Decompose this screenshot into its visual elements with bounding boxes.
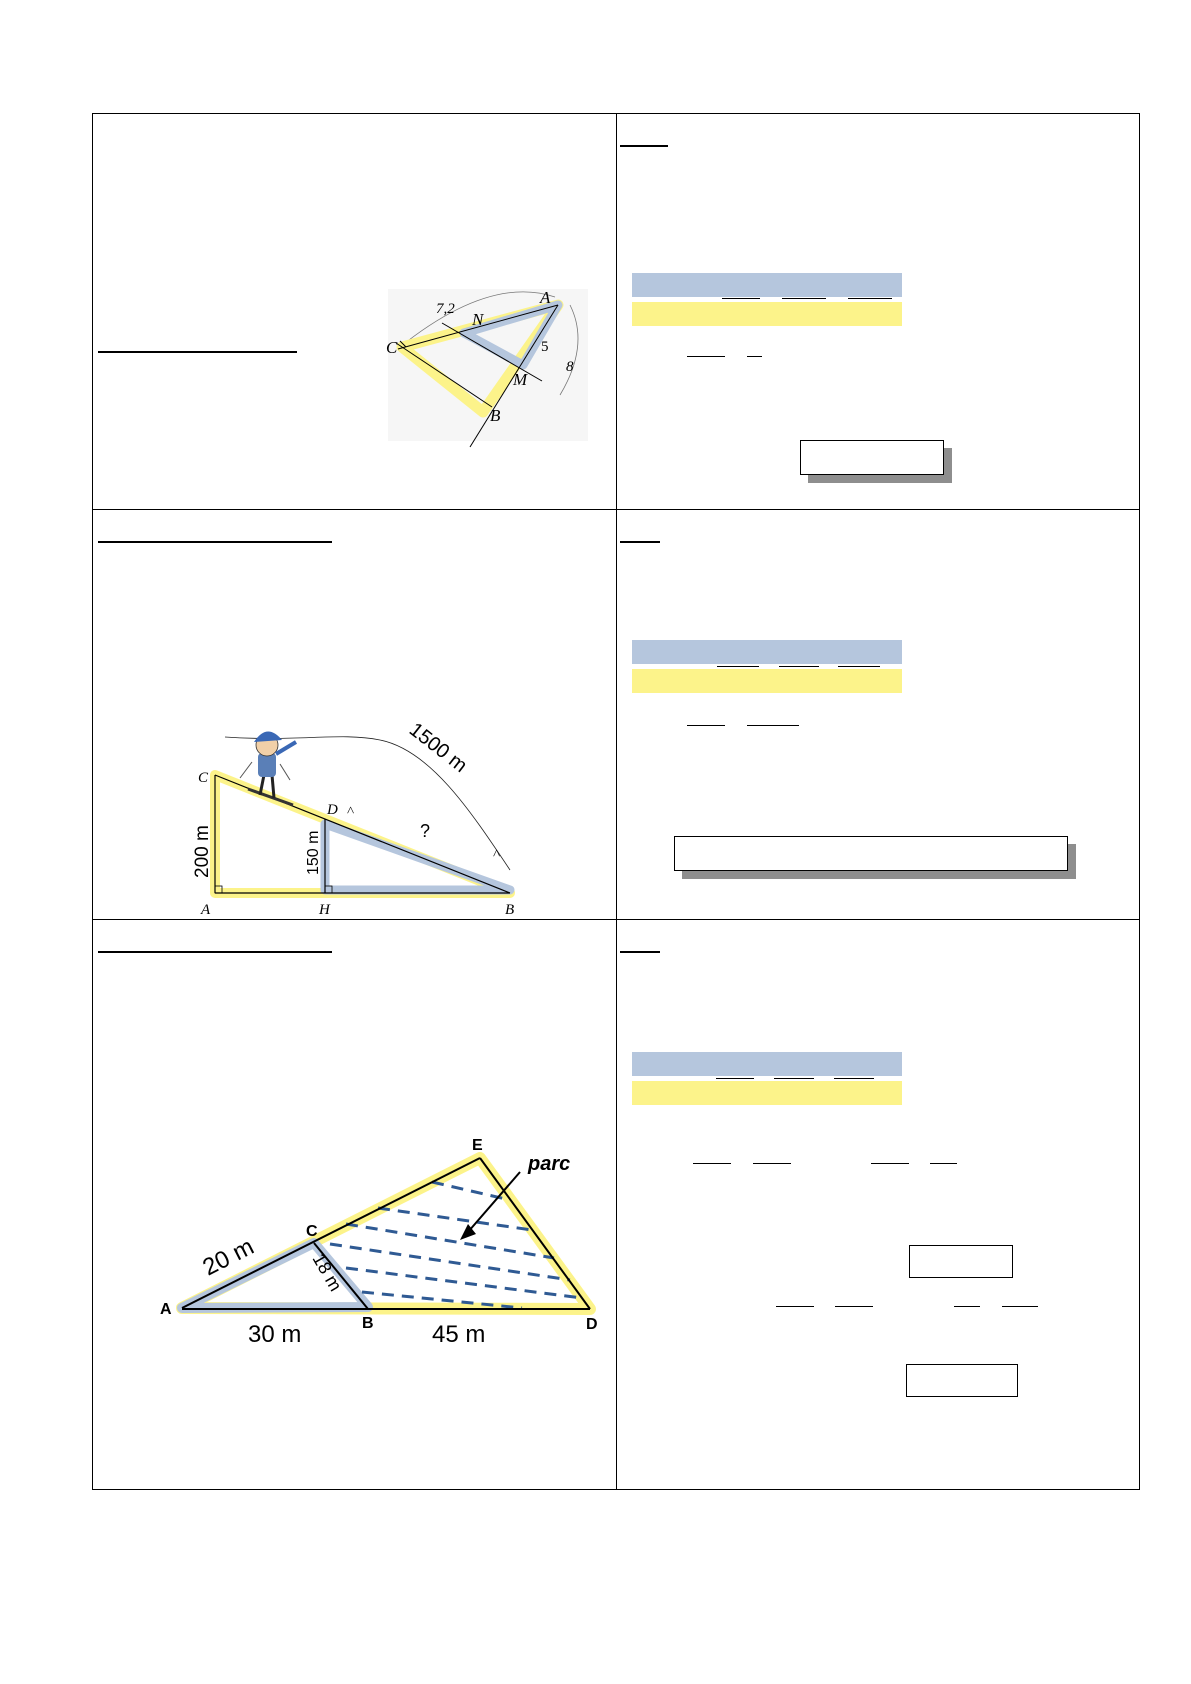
ratio-band-yellow-3 [632, 1081, 902, 1105]
label-park: parc [528, 1153, 571, 1175]
ratio-band-blue-2 [632, 640, 902, 664]
ratio-fraction-blank-3a [716, 1078, 754, 1079]
length-ab: 30 m [248, 1321, 302, 1348]
exercise-3-title-blank [98, 951, 332, 953]
length-ca: 7,2 [436, 301, 455, 317]
length-ab: 8 [566, 359, 574, 375]
length-hd: 150 m [305, 830, 322, 875]
label-point-e: E [472, 1137, 483, 1154]
equation-blank-3d [930, 1163, 957, 1164]
equation-blank-3b [753, 1163, 791, 1164]
length-unknown: ? [420, 821, 431, 841]
ratio-fraction-blank-2c [838, 666, 880, 667]
label-point-a: A [201, 902, 211, 918]
figure-triangle-thales [380, 285, 600, 455]
answer-box-3b[interactable] [906, 1364, 1018, 1397]
ratio-band-blue-3 [632, 1052, 902, 1076]
ratio-fraction-blank-3b [774, 1078, 814, 1079]
length-ac: 200 m [192, 825, 213, 878]
equation-blank-3g [954, 1306, 980, 1307]
exercise-2-title-blank [98, 541, 332, 543]
equation-blank-2a [687, 725, 725, 726]
equation-blank-1a [687, 356, 725, 357]
label-point-n: N [472, 310, 484, 329]
answer-box-2[interactable] [674, 836, 1068, 871]
label-point-m: M [513, 370, 528, 389]
answer-box-1[interactable] [800, 440, 944, 475]
label-point-d: D [586, 1316, 598, 1333]
label-point-b: B [490, 406, 501, 425]
ratio-fraction-blank-1c [848, 298, 892, 299]
tick-mark-d: < [342, 806, 357, 814]
exercise-3-solution-title-blank [620, 951, 660, 953]
answer-box-3a[interactable] [909, 1245, 1013, 1278]
equation-blank-3f [835, 1306, 873, 1307]
label-point-c: C [306, 1223, 318, 1240]
figure-ski-slope [180, 720, 540, 920]
length-ac: 20 m [198, 1233, 259, 1282]
length-am: 5 [541, 339, 549, 355]
label-point-c: C [386, 338, 398, 357]
equation-blank-3c [871, 1163, 909, 1164]
ratio-band-yellow-1 [632, 302, 902, 326]
row-divider-1 [93, 509, 1139, 510]
equation-blank-2b [747, 725, 799, 726]
column-divider [616, 114, 617, 1489]
exercise-2-solution-title-blank [620, 541, 660, 543]
ratio-fraction-blank-2b [779, 666, 819, 667]
exercise-1-title-blank [98, 351, 297, 353]
label-point-d: D [327, 802, 338, 818]
figure-park-triangle [150, 1120, 610, 1360]
equation-blank-3a [693, 1163, 731, 1164]
length-bd: 45 m [432, 1321, 486, 1348]
ratio-fraction-blank-3c [834, 1078, 874, 1079]
label-point-a: A [540, 288, 551, 307]
label-point-a: A [160, 1301, 172, 1318]
label-point-h: H [319, 902, 330, 918]
equation-blank-3e [776, 1306, 814, 1307]
ratio-band-yellow-2 [632, 669, 902, 693]
ratio-fraction-blank-2a [717, 666, 759, 667]
highlight-small-triangle [325, 824, 510, 890]
equation-blank-1b [747, 356, 762, 357]
label-point-c: C [198, 770, 209, 786]
equation-blank-3h [1002, 1306, 1038, 1307]
tick-mark-b: < [488, 849, 503, 857]
exercise-1-solution-title-blank [620, 145, 668, 147]
length-slope: 1500 m [404, 718, 472, 778]
label-point-b: B [505, 902, 515, 918]
ratio-fraction-blank-1b [782, 298, 826, 299]
ratio-band-blue-1 [632, 273, 902, 297]
label-point-b: B [362, 1315, 374, 1332]
length-bc: 18 m [308, 1250, 346, 1295]
ratio-fraction-blank-1a [722, 298, 760, 299]
